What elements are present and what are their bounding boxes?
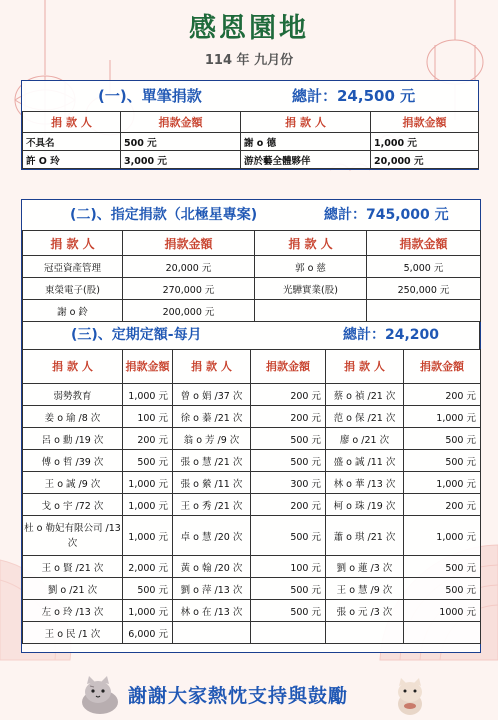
section-header: [22, 81, 478, 111]
section-designated-donations: [21, 199, 481, 653]
table-row: [23, 600, 481, 622]
section-total: 總計：24,500 元: [292, 87, 416, 105]
page-title: 感恩園地: [189, 13, 309, 44]
table-row: [23, 151, 479, 169]
table-row: [23, 406, 481, 428]
donation-amount: [367, 300, 481, 322]
column-header-donor: 捐 款 人: [23, 231, 123, 256]
donor-name: 王 o 民 /1 次: [23, 622, 123, 644]
donation-amount: [251, 622, 326, 644]
donation-amount: 500 元: [251, 516, 326, 556]
section-total: 總計：24,200: [343, 327, 440, 343]
section-total: 總計：745,000 元: [324, 207, 449, 223]
table-row: [23, 494, 481, 516]
donor-name: 張 o 慧 /21 次: [173, 450, 251, 472]
recurring-donation-table: [22, 349, 481, 644]
donor-name: 杜 o 勒妃有限公司 /13 次: [23, 516, 123, 556]
donor-name: 王 o 賢 /21 次: [23, 556, 123, 578]
donation-amount: 2,000 元: [123, 556, 173, 578]
designated-donation-table: [22, 230, 481, 322]
donation-amount: 1,000 元: [123, 516, 173, 556]
table-row: [23, 300, 481, 322]
column-header-amount: 捐款金額: [251, 350, 326, 384]
column-header-donor: 捐 款 人: [23, 350, 123, 384]
donor-name: 林 o 在 /13 次: [173, 600, 251, 622]
donation-amount: 270,000 元: [123, 278, 255, 300]
donation-amount: 200 元: [123, 428, 173, 450]
column-header-donor: 捐 款 人: [173, 350, 251, 384]
table-row: [23, 578, 481, 600]
donor-name: [255, 300, 367, 322]
donation-amount: 20,000 元: [371, 151, 479, 169]
donation-amount: 500 元: [251, 600, 326, 622]
donor-name: 張 o 縈 /11 次: [173, 472, 251, 494]
donation-amount: 1,000 元: [123, 472, 173, 494]
single-donation-table: [22, 111, 479, 169]
donation-amount: 1,000 元: [404, 516, 481, 556]
donation-amount: 200 元: [251, 406, 326, 428]
donation-amount: 200,000 元: [123, 300, 255, 322]
table-row: [23, 384, 481, 406]
donor-name: 光驊實業(股): [255, 278, 367, 300]
donation-amount: 1,000 元: [404, 472, 481, 494]
donor-name: 劉 o 萍 /13 次: [173, 578, 251, 600]
donation-amount: 3,000 元: [121, 151, 241, 169]
donor-name: 王 o 慧 /9 次: [326, 578, 404, 600]
donor-name: 劉 o /21 次: [23, 578, 123, 600]
donor-name: 傅 o 哲 /39 次: [23, 450, 123, 472]
donor-name: 王 o 誠 /9 次: [23, 472, 123, 494]
donation-amount: 500 元: [121, 133, 241, 151]
footer-banner: [0, 676, 498, 716]
donation-amount: 200 元: [404, 384, 481, 406]
column-header-donor: 捐 款 人: [255, 231, 367, 256]
donor-name: 劉 o 蓮 /3 次: [326, 556, 404, 578]
donation-amount: 200 元: [404, 494, 481, 516]
donation-amount: 6,000 元: [123, 622, 173, 644]
section-label: (二)、指定捐款（北極星專案): [70, 207, 258, 223]
column-header-donor: 捐 款 人: [241, 112, 371, 133]
donor-name: 謝 o 德: [241, 133, 371, 151]
cat-mascot-icon: [393, 676, 427, 716]
column-header-amount: 捐款金額: [367, 231, 481, 256]
table-row: [23, 472, 481, 494]
donor-name: 范 o 保 /21 次: [326, 406, 404, 428]
table-row: [23, 256, 481, 278]
donation-amount: 500 元: [123, 578, 173, 600]
donor-name: 不具名: [23, 133, 121, 151]
donor-name: 柯 o 珠 /19 次: [326, 494, 404, 516]
donation-amount: 500 元: [251, 578, 326, 600]
donor-name: 戈 o 宇 /72 次: [23, 494, 123, 516]
donor-name: 曾 o 娟 /37 次: [173, 384, 251, 406]
column-header-amount: 捐款金額: [123, 231, 255, 256]
page-subtitle: 114 年 九月份: [204, 53, 294, 68]
column-header-amount: 捐款金額: [121, 112, 241, 133]
table-row: [23, 450, 481, 472]
donation-amount: 200 元: [251, 494, 326, 516]
donor-name: 盛 o 誠 /11 次: [326, 450, 404, 472]
cat-mascot-icon: [78, 676, 122, 716]
column-header-amount: 捐款金額: [404, 350, 481, 384]
donation-amount: 500 元: [251, 428, 326, 450]
donation-amount: 100 元: [251, 556, 326, 578]
donor-name: 姜 o 瑜 /8 次: [23, 406, 123, 428]
donor-name: 冠亞資產管理: [23, 256, 123, 278]
section-label: (三)、定期定額-每月: [71, 327, 202, 343]
donation-amount: 500 元: [251, 450, 326, 472]
donation-amount: 1,000 元: [123, 494, 173, 516]
table-header-row: [23, 231, 481, 256]
donor-name: 王 o 秀 /21 次: [173, 494, 251, 516]
donor-name: 翁 o 芳 /9 次: [173, 428, 251, 450]
donor-name: 左 o 玲 /13 次: [23, 600, 123, 622]
donor-name: 謝 o 鈴: [23, 300, 123, 322]
donor-name: 東榮電子(股): [23, 278, 123, 300]
donor-name: 蔡 o 禎 /21 次: [326, 384, 404, 406]
donor-name: 徐 o 蓁 /21 次: [173, 406, 251, 428]
donor-name: 呂 o 勳 /19 次: [23, 428, 123, 450]
donor-name: 黃 o 翰 /20 次: [173, 556, 251, 578]
donor-name: 卓 o 慧 /20 次: [173, 516, 251, 556]
donation-amount: 300 元: [251, 472, 326, 494]
donation-amount: [404, 622, 481, 644]
donation-amount: 500 元: [404, 556, 481, 578]
table-row: [23, 133, 479, 151]
donor-name: 蕭 o 琪 /21 次: [326, 516, 404, 556]
donation-amount: 500 元: [404, 578, 481, 600]
donation-amount: 1,000 元: [404, 406, 481, 428]
donation-amount: 5,000 元: [367, 256, 481, 278]
table-row: [23, 622, 481, 644]
donation-amount: 100 元: [123, 406, 173, 428]
section-label: (一)、單筆捐款: [98, 87, 202, 105]
section-header: [22, 200, 480, 230]
donor-name: [173, 622, 251, 644]
column-header-amount: 捐款金額: [371, 112, 479, 133]
donation-amount: 1000 元: [404, 600, 481, 622]
column-header-amount: 捐款金額: [123, 350, 173, 384]
donation-amount: 250,000 元: [367, 278, 481, 300]
section-single-donations: [21, 80, 479, 170]
column-header-donor: 捐 款 人: [23, 112, 121, 133]
table-header-row: [23, 112, 479, 133]
donation-amount: 200 元: [251, 384, 326, 406]
donor-name: 廖 o /21 次: [326, 428, 404, 450]
donation-amount: 500 元: [404, 450, 481, 472]
donation-amount: 20,000 元: [123, 256, 255, 278]
donor-name: 林 o 華 /13 次: [326, 472, 404, 494]
donation-amount: 1,000 元: [123, 384, 173, 406]
donation-amount: 1,000 元: [371, 133, 479, 151]
donation-amount: 1,000 元: [123, 600, 173, 622]
donor-name: 張 o 元 /3 次: [326, 600, 404, 622]
donor-name: 弱勢教育: [23, 384, 123, 406]
donor-name: [326, 622, 404, 644]
donor-name: 游於藝全體夥伴: [241, 151, 371, 169]
thanks-message: 謝謝大家熱忱支持與鼓勵: [128, 685, 349, 707]
table-header-row: [23, 350, 481, 384]
donation-amount: 500 元: [404, 428, 481, 450]
table-row: [23, 516, 481, 556]
table-row: [23, 428, 481, 450]
section-header-recurring: [22, 322, 480, 349]
donor-name: 郭 o 慈: [255, 256, 367, 278]
table-row: [23, 556, 481, 578]
column-header-donor: 捐 款 人: [326, 350, 404, 384]
donation-amount: 500 元: [123, 450, 173, 472]
table-row: [23, 278, 481, 300]
donor-name: 許 O 玲: [23, 151, 121, 169]
